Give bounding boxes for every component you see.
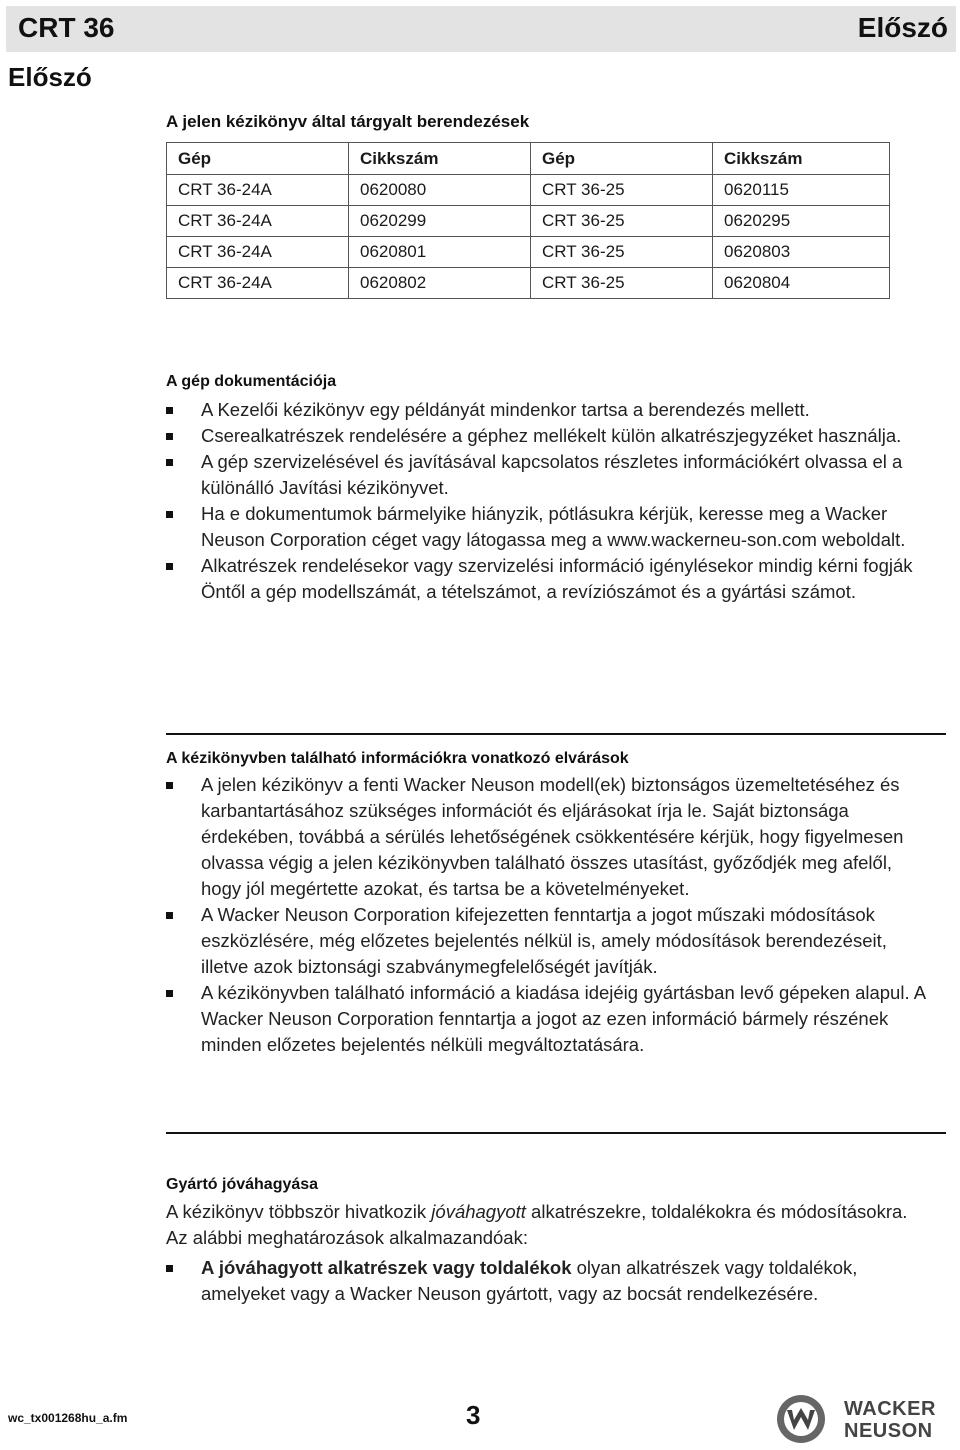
bullet-icon: [166, 433, 173, 440]
table-cell: CRT 36-24A: [167, 175, 349, 206]
list-item: A Wacker Neuson Corporation kifejezetten fenntartja a jogot műszaki módosítások eszközlésére, még előzetes bejelentés nélkül is, amely módosítások berendezéseit, illetve azok biztonsági szabványmegfelelőségét javítják.: [166, 902, 926, 980]
table-cell: CRT 36-24A: [167, 206, 349, 237]
list-item: A kézikönyvben található információ a kiadása idejéig gyártásban levő gépeken alapul. A Wacker Neuson Corporation fenntartja a jogot az ezen információ bármely részének minden előzetes bejelentés nélküli megváltoztatására.: [166, 980, 926, 1058]
bullet-icon: [166, 1265, 173, 1272]
table-cell: CRT 36-25: [531, 206, 713, 237]
list-item: Ha e dokumentumok bármelyike hiányzik, pótlásukra kérjük, keresse meg a Wacker Neuson Corporation céget vagy látogassa meg a www.wackerneu-son.com weboldalt.: [166, 501, 926, 553]
documentation-heading: A gép dokumentációja: [166, 373, 337, 390]
table-cell: 0620080: [349, 175, 531, 206]
bullet-icon: [166, 912, 173, 919]
table-cell: 0620803: [713, 237, 890, 268]
header-bar: [6, 6, 956, 52]
table-header-row: [167, 143, 890, 175]
expectations-list: [166, 772, 926, 1058]
bullet-icon: [166, 511, 173, 518]
header-model: CRT 36: [18, 12, 115, 43]
list-item: A Kezelői kézikönyv egy példányát mindenkor tartsa a berendezés mellett.: [166, 397, 926, 423]
logo-wordmark-bottom: NEUSON: [844, 1420, 933, 1442]
document-code: wc_tx001268hu_a.fm: [8, 1411, 128, 1425]
wacker-neuson-w-icon: [770, 1393, 832, 1445]
header-section: Előszó: [857, 12, 948, 43]
list-item: A jelen kézikönyv a fenti Wacker Neuson modell(ek) biztonságos üzemeltetéséhez és karbantartásához szükséges információt és eljárásokat írja le. Saját biztonsága érdekében, továbbá a sérülés lehetőségének csökkentésére kérjük, hogy figyelmesen olvassa végig a jelen kézikönyvben található összes utasítást, győződjék meg afelől, hogy jól megértette azokat, és tartsa be a követelményeket.: [166, 772, 926, 902]
list-item: Cserealkatrészek rendelésére a géphez mellékelt külön alkatrészjegyzéket használja.: [166, 423, 926, 449]
table-row: [167, 206, 890, 237]
bullet-icon: [166, 990, 173, 997]
manufacturer-intro: A kézikönyv többször hivatkozik jóváhagyott alkatrészekre, toldalékokra és módosításokra. Az alábbi meghatározások alkalmazandóak:: [166, 1201, 908, 1248]
models-table: [166, 142, 890, 299]
table-row: [167, 237, 890, 268]
bullet-icon: [166, 459, 173, 466]
wacker-neuson-logo: [770, 1393, 952, 1445]
logo-wordmark-top: WACKER: [844, 1398, 936, 1420]
list-item: A jóváhagyott alkatrészek vagy toldalékok olyan alkatrészek vagy toldalékok, amelyeket vagy a Wacker Neuson gyártott, vagy az bocsát rendelkezésére.: [166, 1255, 926, 1307]
page-title: Előszó: [8, 62, 92, 92]
bullet-icon: [166, 563, 173, 570]
column-header: Cikkszám: [713, 143, 890, 175]
bullet-icon: [166, 407, 173, 414]
list-item: Alkatrészek rendelésekor vagy szervizelési információ igénylésekor mindig kérni fogják Öntől a gép modellszámát, a tételszámot, a revíziószámot és a gyártási számot.: [166, 553, 926, 605]
column-header: Gép: [167, 143, 349, 175]
table-cell: CRT 36-25: [531, 175, 713, 206]
manufacturer-heading: Gyártó jóváhagyása: [166, 1176, 319, 1193]
equipment-heading: A jelen kézikönyv által tárgyalt berendezések: [166, 112, 530, 131]
divider: [166, 1132, 946, 1134]
documentation-list: [166, 397, 926, 605]
divider: [166, 733, 946, 735]
table-cell: 0620299: [349, 206, 531, 237]
manufacturer-list: [166, 1255, 926, 1307]
page-number: 3: [466, 1400, 481, 1430]
column-header: Cikkszám: [349, 143, 531, 175]
list-item: A gép szervizelésével és javításával kapcsolatos részletes információkért olvassa el a különálló Javítási kézikönyvet.: [166, 449, 926, 501]
table-cell: 0620802: [349, 268, 531, 299]
column-header: Gép: [531, 143, 713, 175]
table-cell: CRT 36-24A: [167, 268, 349, 299]
table-cell: CRT 36-25: [531, 237, 713, 268]
bullet-icon: [166, 782, 173, 789]
table-cell: 0620295: [713, 206, 890, 237]
table-cell: 0620115: [713, 175, 890, 206]
table-cell: 0620801: [349, 237, 531, 268]
table-cell: 0620804: [713, 268, 890, 299]
table-row: [167, 268, 890, 299]
table-cell: CRT 36-25: [531, 268, 713, 299]
table-cell: CRT 36-24A: [167, 237, 349, 268]
expectations-heading: A kézikönyvben található információkra vonatkozó elvárások: [166, 750, 629, 767]
table-row: [167, 175, 890, 206]
